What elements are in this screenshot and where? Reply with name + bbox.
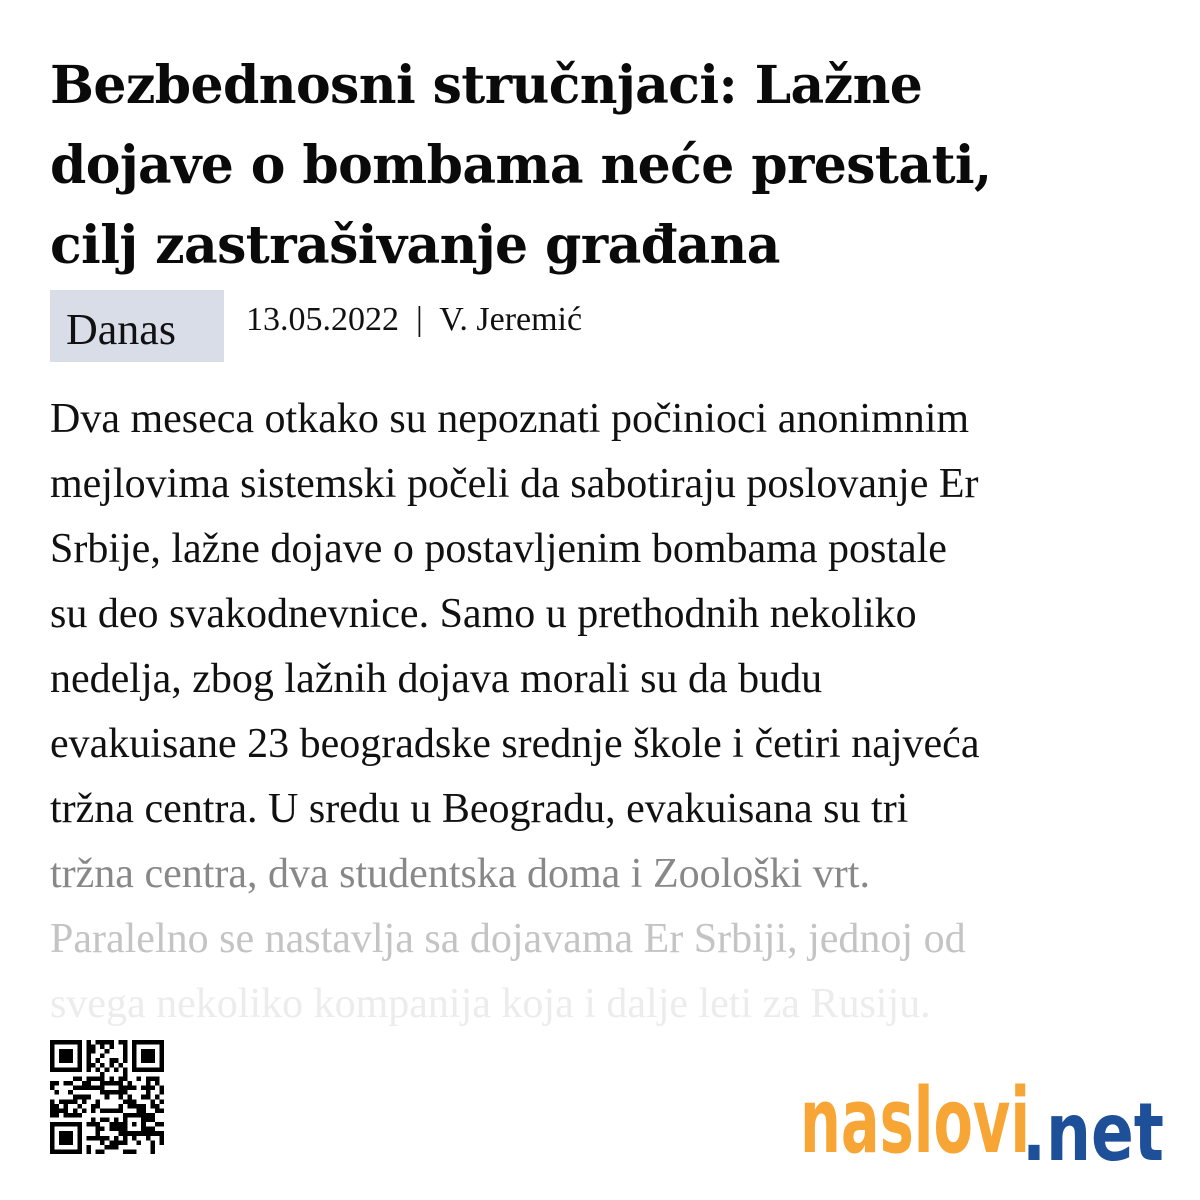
- article-headline: [50, 46, 1160, 286]
- body-line: su deo svakodnevnice. Samo u prethodnih nekoliko: [50, 591, 917, 637]
- body-line: tržna centra, dva studentska doma i Zoološki vrt.: [50, 851, 870, 897]
- body-line: svega nekoliko kompanija koja i dalje leti za Rusiju.: [50, 981, 931, 1027]
- headline-line: Bezbednosni stručnjaci: Lažne: [50, 55, 923, 116]
- article-body: [50, 387, 1160, 1037]
- meta-line: [246, 301, 582, 339]
- headline-line: cilj zastrašivanje građana: [50, 215, 780, 276]
- logo-main-text: naslovi: [800, 1069, 1030, 1170]
- body-line: tržna centra. U sredu u Beogradu, evakuisana su tri: [50, 786, 909, 832]
- body-line: Dva meseca otkako su nepoznati počinioci anonimnim: [50, 396, 970, 442]
- body-line: nedelja, zbog lažnih dojava morali su da budu: [50, 656, 823, 702]
- author-name: V. Jeremić: [439, 301, 583, 338]
- article-meta: [50, 290, 582, 362]
- qr-code-icon[interactable]: [50, 1040, 164, 1154]
- logo-tld-text: .net: [1022, 1086, 1164, 1170]
- meta-separator: |: [416, 301, 423, 338]
- body-line: evakuisane 23 beogradske srednje škole i četiri najveća: [50, 721, 980, 767]
- naslovi-net-logo[interactable]: [800, 1060, 1168, 1170]
- body-line: Srbije, lažne dojave o postavljenim bombama postale: [50, 526, 947, 572]
- publish-date: 13.05.2022: [246, 301, 399, 338]
- headline-line: dojave o bombama neće prestati,: [50, 135, 992, 196]
- body-line: Paralelno se nastavlja sa dojavama Er Srbiji, jednoj od: [50, 916, 966, 962]
- source-badge[interactable]: Danas: [50, 290, 224, 362]
- body-line: mejlovima sistemski počeli da sabotiraju poslovanje Er: [50, 461, 979, 507]
